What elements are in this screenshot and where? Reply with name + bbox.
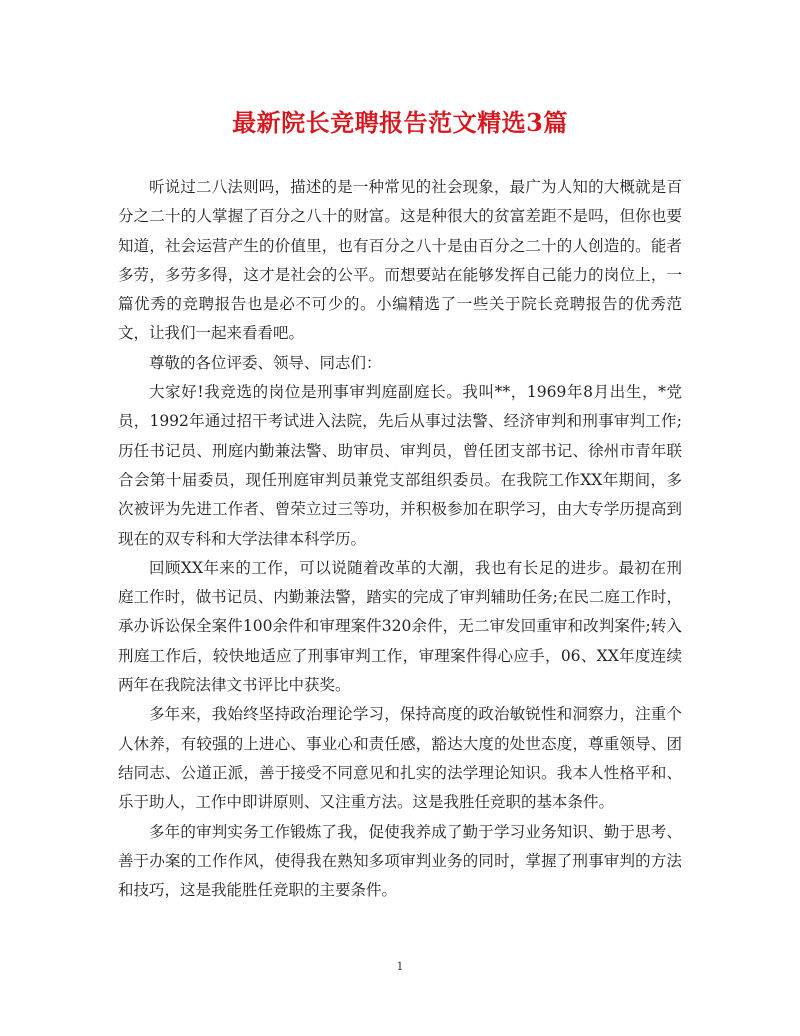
document-title: 最新院长竞聘报告范文精选3篇: [232, 108, 568, 137]
page-number: 1: [396, 960, 404, 973]
paragraph-work-review: 回顾XX年来的工作，可以说随着改革的大潮，我也有长足的进步。最初在刑庭工作时，做书记员、内勤兼法警，踏实的完成了审判辅助任务;在民二庭工作时，承办诉讼保全案件100余件和审理案件320余件，无二审发回重审和改判案件;转入刑庭工作后，较快地适应了刑事审判工作，审理案件得心应手，06、XX年度连续两年在我院法律文书评比中获奖。: [118, 558, 682, 695]
paragraph-self-introduction: 大家好!我竞选的岗位是刑事审判庭副庭长。我叫**，1969年8月出生，*党员，1992年通过招干考试进入法院，先后从事过法警、经济审判和刑事审判工作;历任书记员、刑庭内勤兼法警、助审员、审判员，曾任团支部书记、徐州市青年联合会第十届委员，现任刑庭审判员兼党支部组织委员。在我院工作XX年期间，多次被评为先进工作者、曾荣立过三等功，并积极参加在职学习，由大专学历提高到现在的双专科和大学法律本科学历。: [118, 383, 682, 548]
paragraph-main-conditions: 多年的审判实务工作锻炼了我，促使我养成了勤于学习业务知识、勤于思考、善于办案的工作作风，使得我在熟知多项审判业务的同时，掌握了刑事审判的方法和技巧，这是我能胜任竞职的主要条件。: [118, 822, 682, 900]
paragraph-salutation: 尊敬的各位评委、领导、同志们：: [149, 353, 382, 372]
paragraph-basic-conditions: 多年来，我始终坚持政治理论学习，保持高度的政治敏锐性和洞察力，注重个人休养，有较强的上进心、事业心和责任感，豁达大度的处世态度，尊重领导、团结同志、公道正派，善于接受不同意见和扎实的法学理论知识。我本人性格平和、乐于助人，工作中即讲原则、又注重方法。这是我胜任竞职的基本条件。: [118, 705, 682, 812]
paragraph-intro: 听说过二八法则吗，描述的是一种常见的社会现象，最广为人知的大概就是百分之二十的人掌握了百分之八十的财富。这是种很大的贫富差距不是吗，但你也要知道，社会运营产生的价值里，也有百分之八十是由百分之二十的人创造的。能者多劳，多劳多得，这才是社会的公平。而想要站在能够发挥自己能力的岗位上，一篇优秀的竞聘报告也是必不可少的。小编精选了一些关于院长竞聘报告的优秀范文，让我们一起来看看吧。: [118, 178, 682, 343]
document-body: [118, 173, 682, 905]
